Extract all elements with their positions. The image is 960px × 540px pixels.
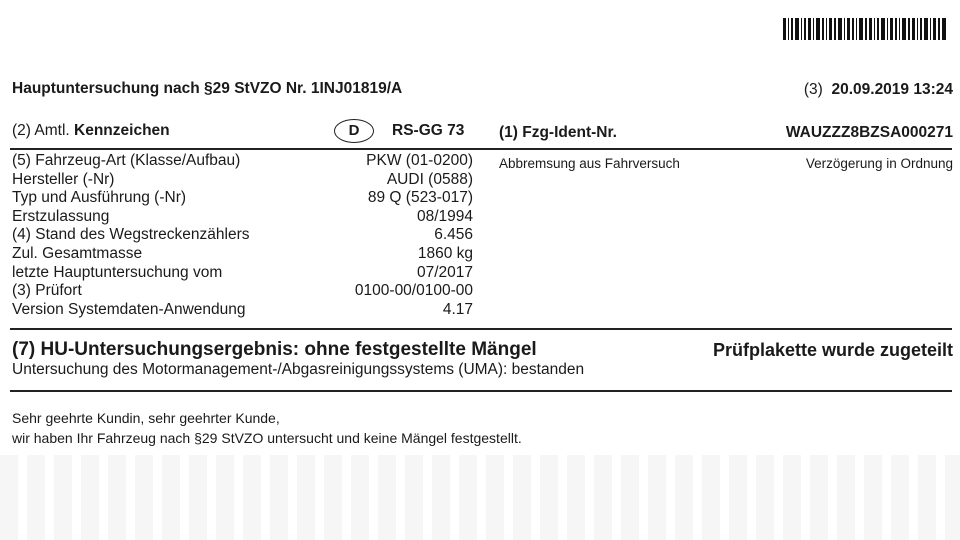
field-label-odometer: (4) Stand des Wegstreckenzählers: [12, 226, 250, 244]
field-value-first-registration: 08/1994: [416, 207, 473, 225]
braking-value: Verzögerung in Ordnung: [805, 156, 953, 171]
vin-label: (1) Fzg-Ident-Nr.: [499, 124, 617, 141]
field-value-last-inspection: 07/2017: [416, 263, 473, 281]
plate-number: RS-GG 73: [392, 122, 465, 139]
country-code-badge: D: [334, 119, 374, 143]
vin-value: WAUZZZ8BZSA000271: [785, 124, 953, 141]
report-date-ref: (3): [803, 81, 823, 98]
report-date-value: 20.09.2019 13:24: [831, 81, 953, 98]
field-value-odometer: 6.456: [434, 226, 473, 244]
divider-top: [10, 148, 952, 150]
braking-label: Abbremsung aus Fahrversuch: [499, 156, 680, 171]
field-value-manufacturer: AUDI (0588): [386, 170, 473, 188]
field-label-gross-weight: Zul. Gesamtmasse: [12, 245, 143, 262]
letter-greeting: Sehr geehrte Kundin, sehr geehrter Kunde,: [12, 410, 280, 426]
divider-middle: [10, 328, 952, 330]
field-label-system-version: Version Systemdaten-Anwendung: [12, 300, 246, 318]
plate-label-text: Kennzeichen: [74, 122, 170, 139]
field-value-test-location: 0100-00/0100-00: [354, 282, 473, 300]
plakette-status: Prüfplakette wurde zugeteilt: [712, 340, 953, 360]
barcode: [783, 18, 946, 40]
field-label-type-variant: Typ und Ausführung (-Nr): [12, 189, 187, 207]
field-value-gross-weight: 1860 kg: [417, 245, 473, 262]
result-title: (7) HU-Untersuchungsergebnis: ohne festgestellte Mängel: [12, 339, 537, 360]
letter-body: wir haben Ihr Fahrzeug nach §29 StVZO untersucht und keine Mängel festgestellt.: [12, 430, 522, 446]
field-value-vehicle-type: PKW (01-0200): [366, 152, 473, 169]
plate-label-prefix: (2) Amtl.: [12, 122, 75, 139]
field-label-test-location: (3) Prüfort: [12, 282, 82, 300]
report-date: [804, 81, 953, 99]
field-label-last-inspection: letzte Hauptuntersuchung vom: [12, 263, 223, 281]
uma-result: Untersuchung des Motormanagement-/Abgasreinigungssystems (UMA): bestanden: [12, 361, 585, 378]
plate-label: [12, 122, 170, 140]
report-title: Hauptuntersuchung nach §29 StVZO Nr. 1INJ01819/A: [12, 80, 403, 97]
background-watermark: [0, 455, 960, 540]
divider-bottom: [10, 390, 952, 392]
field-label-first-registration: Erstzulassung: [12, 207, 110, 225]
field-value-system-version: 4.17: [442, 300, 473, 318]
field-label-manufacturer: Hersteller (-Nr): [12, 170, 115, 188]
field-value-type-variant: 89 Q (523-017): [367, 189, 473, 207]
field-label-vehicle-type: (5) Fahrzeug-Art (Klasse/Aufbau): [12, 152, 241, 169]
